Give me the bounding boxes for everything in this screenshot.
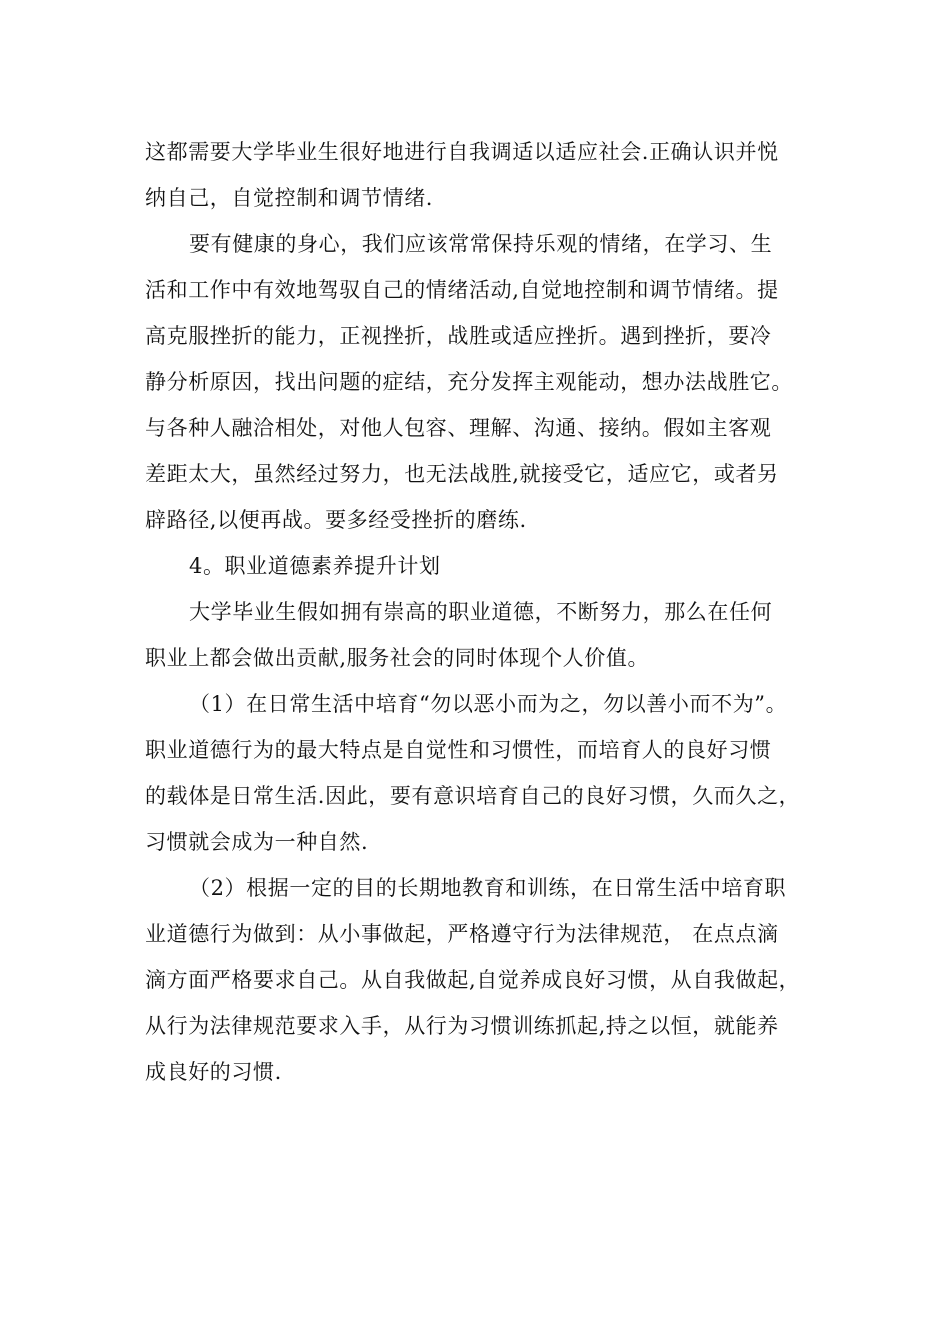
- text-line: （1）在日常生活中培育“勿以恶小而为之，勿以善小而不为”。: [189, 692, 788, 716]
- paragraph-self-adjustment: [0, 129, 950, 221]
- text-line: 业道德行为做到：从小事做起，严格遵守行为法律规范， 在点点滴: [145, 922, 779, 946]
- text-line: 成良好的习惯.: [145, 1060, 282, 1084]
- section-heading-ethics-plan: [0, 543, 950, 589]
- text-line: 职业道德行为的最大特点是自觉性和习惯性，而培育人的良好习惯: [145, 738, 772, 762]
- paragraph-healthy-mind: [0, 221, 950, 543]
- text-line: 这都需要大学毕业生很好地进行自我调适以适应社会.正确认识并悦: [145, 140, 779, 164]
- paragraph-item-1: [0, 681, 950, 865]
- paragraph-item-2: [0, 865, 950, 1095]
- section-heading: 4。职业道德素养提升计划: [189, 554, 441, 578]
- text-line: 习惯就会成为一种自然.: [145, 830, 369, 854]
- text-line: 辟路径,以便再战。要多经受挫折的磨练.: [145, 508, 527, 532]
- text-line: （2）根据一定的目的长期地教育和训练，在日常生活中培育职: [189, 876, 787, 900]
- text-line: 滴方面严格要求自己。从自我做起,自觉养成良好习惯，从自我做起，: [145, 968, 801, 992]
- text-line: 活和工作中有效地驾驭自己的情绪活动,自觉地控制和调节情绪。提: [145, 278, 779, 302]
- text-line: 高克服挫折的能力，正视挫折，战胜或适应挫折。遇到挫折，要冷: [145, 324, 772, 348]
- text-line: 大学毕业生假如拥有崇高的职业道德，不断努力，那么在任何: [189, 600, 773, 624]
- text-line: 静分析原因，找出问题的症结，充分发挥主观能动，想办法战胜它。: [145, 370, 793, 394]
- paragraph-professional-ethics: [0, 589, 950, 681]
- text-line: 纳自己，自觉控制和调节情绪.: [145, 186, 434, 210]
- text-line: 与各种人融洽相处，对他人包容、理解、沟通、接纳。假如主客观: [145, 416, 772, 440]
- text-line: 从行为法律规范要求入手，从行为习惯训练抓起,持之以恒，就能养: [145, 1014, 779, 1038]
- text-line: 职业上都会做出贡献,服务社会的同时体现个人价值。: [145, 646, 650, 670]
- text-line: 的载体是日常生活.因此，要有意识培育自己的良好习惯，久而久之，: [145, 784, 801, 808]
- text-line: 差距太大，虽然经过努力，也无法战胜,就接受它，适应它，或者另: [145, 462, 779, 486]
- text-line: 要有健康的身心，我们应该常常保持乐观的情绪，在学习、生: [189, 232, 773, 256]
